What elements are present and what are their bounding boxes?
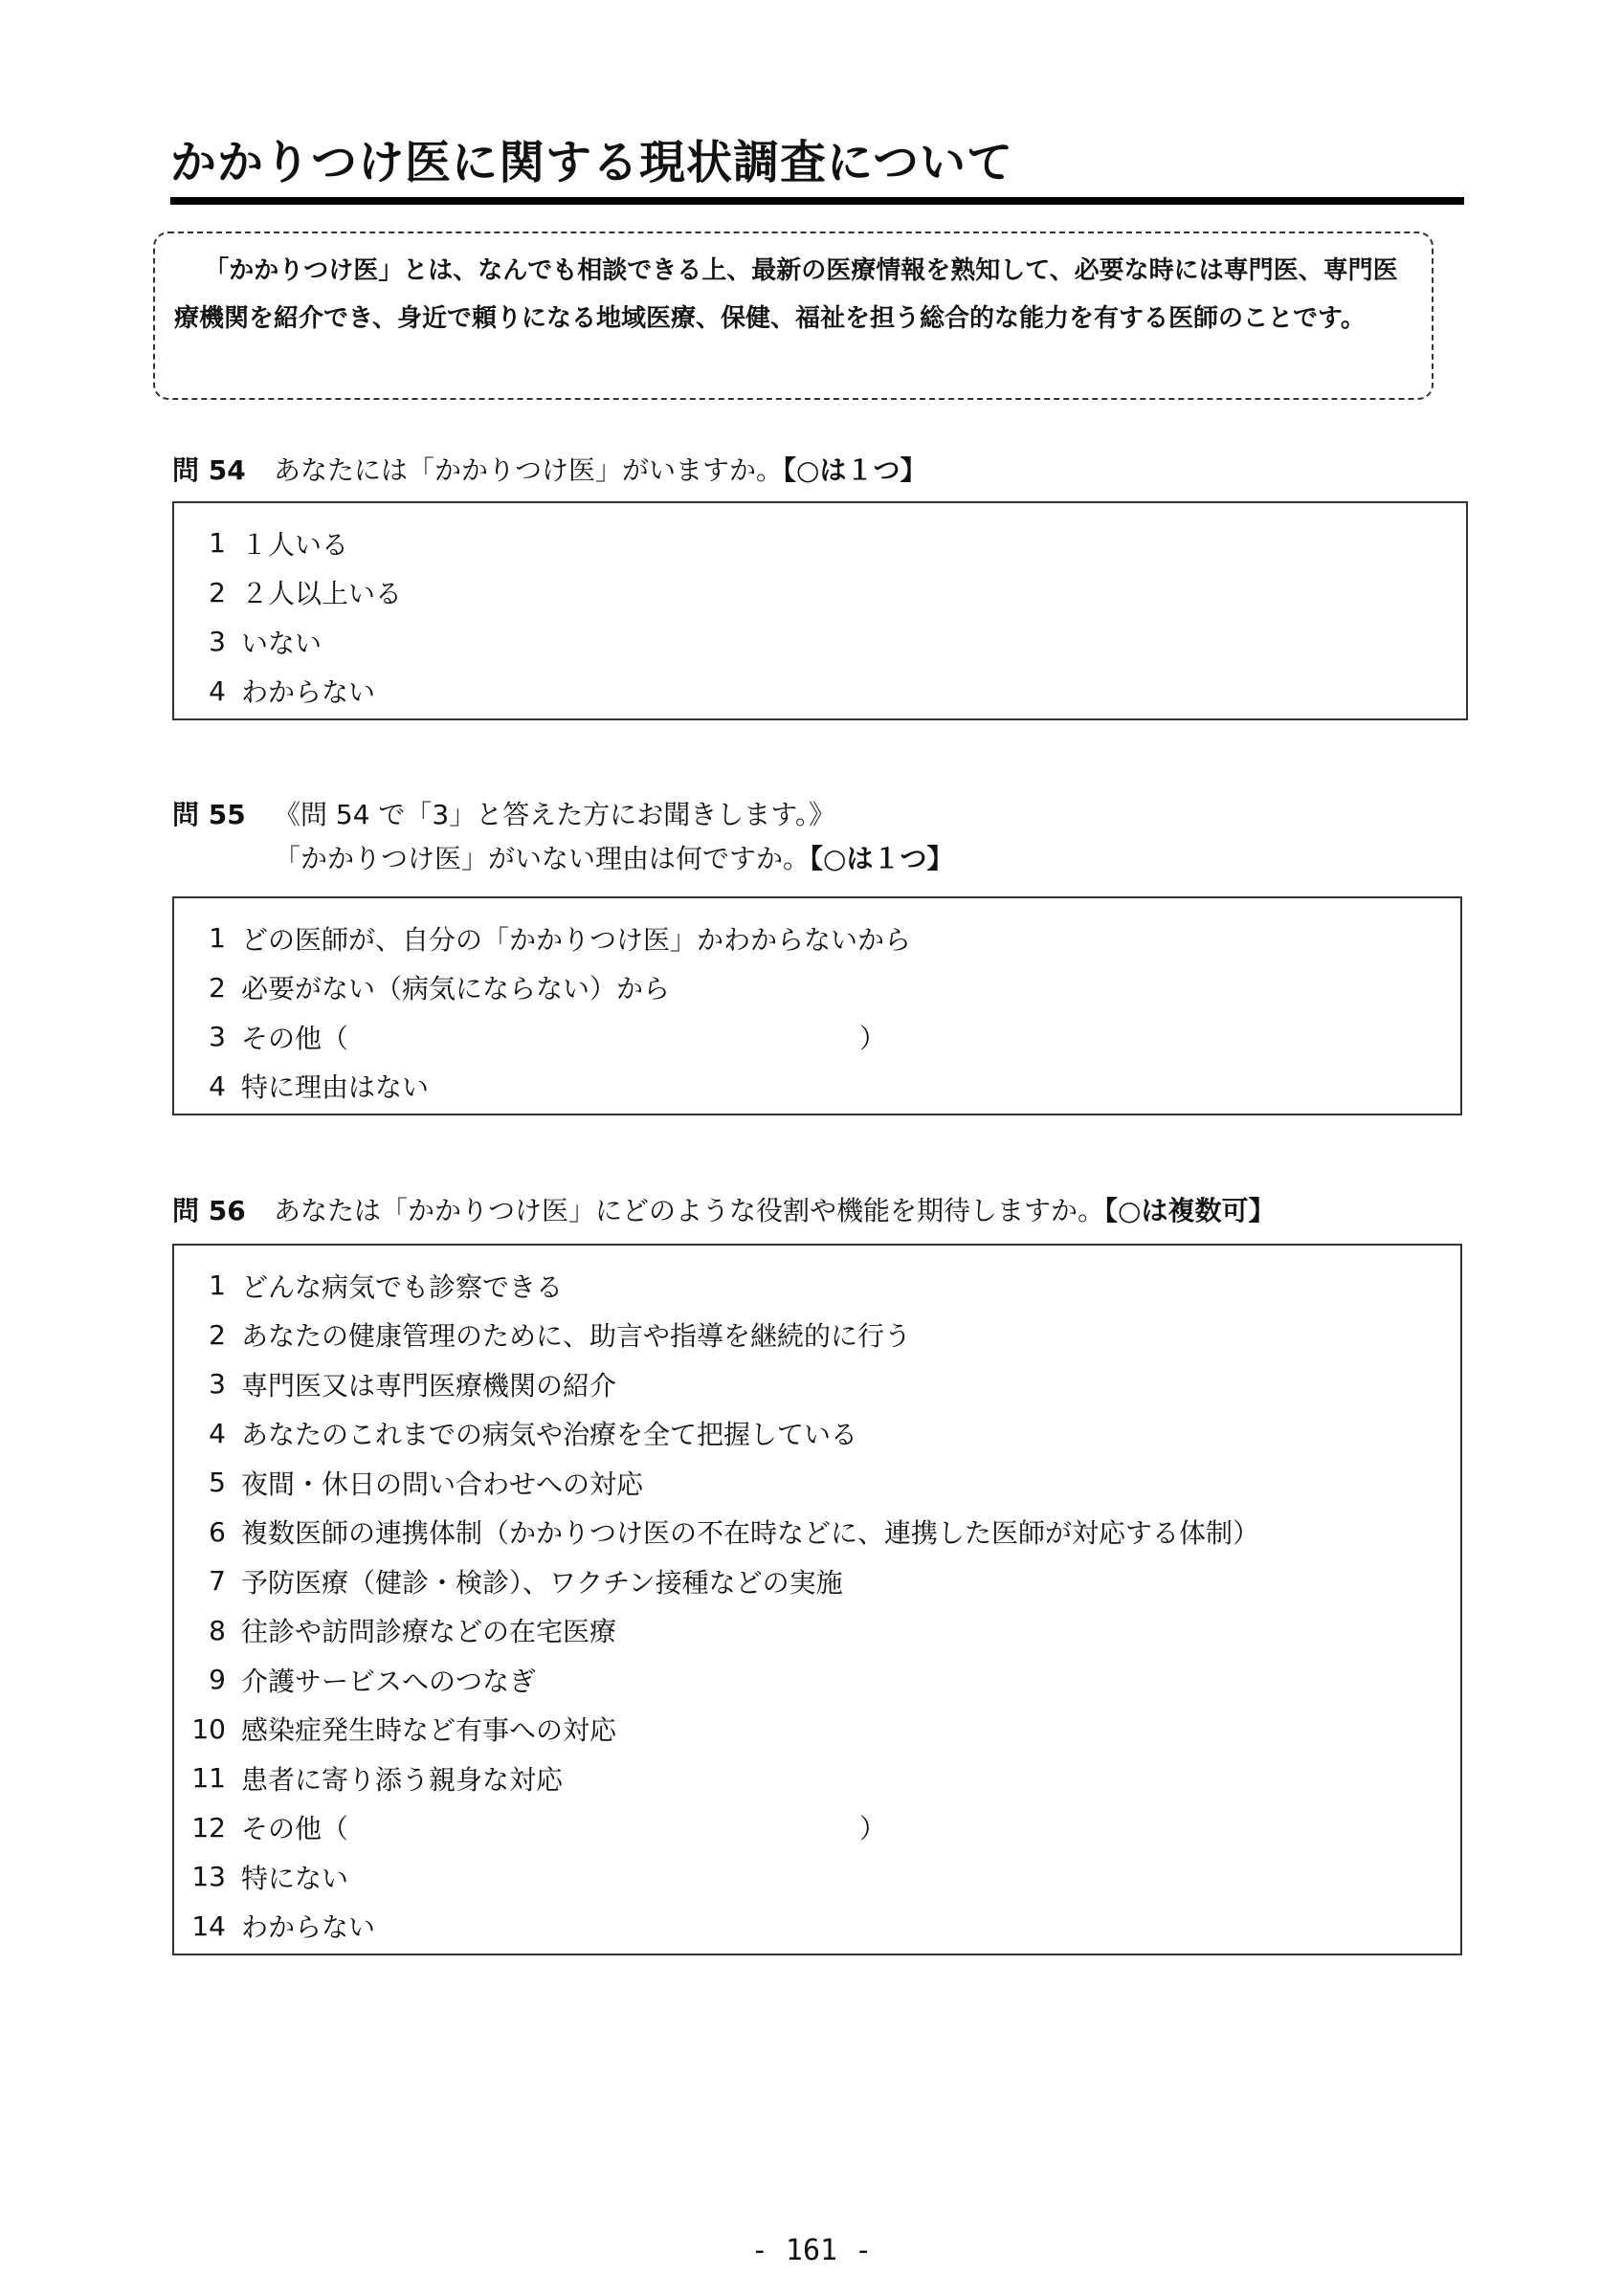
page-title: かかりつけ医に関する現状調査について bbox=[170, 136, 1014, 189]
option-number: 8 bbox=[209, 1614, 226, 1646]
option-number: 3 bbox=[209, 1368, 226, 1401]
option-item[interactable] bbox=[174, 1705, 1460, 1755]
option-label: 特に理由はない bbox=[241, 1071, 430, 1104]
option-number: 1 bbox=[209, 527, 226, 560]
option-number: 12 bbox=[191, 1811, 226, 1843]
option-item[interactable] bbox=[174, 1409, 1460, 1459]
question-number: 問 55 bbox=[172, 799, 246, 830]
option-label: 予防医療（健診・検診）、ワクチン接種などの実施 bbox=[241, 1566, 843, 1599]
option-number: 4 bbox=[209, 674, 226, 707]
question-number: 問 56 bbox=[172, 1195, 246, 1226]
option-item[interactable] bbox=[174, 1655, 1460, 1705]
option-label: わからない bbox=[241, 1911, 376, 1944]
option-item[interactable] bbox=[174, 519, 1466, 568]
option-number: 2 bbox=[209, 971, 226, 1004]
question-55 bbox=[172, 796, 953, 878]
option-number: 7 bbox=[209, 1565, 226, 1598]
option-item[interactable] bbox=[174, 1556, 1460, 1606]
option-item[interactable] bbox=[174, 1012, 1460, 1062]
option-label: 感染症発生時など有事への対応 bbox=[241, 1714, 617, 1747]
q56-options-box bbox=[172, 1244, 1462, 1955]
question-number: 問 54 bbox=[172, 454, 246, 486]
option-item[interactable] bbox=[174, 1359, 1460, 1409]
question-56 bbox=[172, 1192, 1275, 1230]
option-number: 2 bbox=[209, 1318, 226, 1351]
option-number: 10 bbox=[191, 1712, 226, 1745]
option-label: ２人以上いる bbox=[241, 578, 403, 610]
option-label: わからない bbox=[241, 676, 376, 709]
option-item[interactable] bbox=[174, 1062, 1460, 1112]
option-number: 3 bbox=[209, 626, 226, 658]
option-label: 複数医師の連携体制（かかりつけ医の不在時などに、連携した医師が対応する体制） bbox=[241, 1517, 1260, 1550]
option-label: 夜間・休日の問い合わせへの対応 bbox=[241, 1468, 644, 1500]
option-number: 4 bbox=[209, 1417, 226, 1449]
question-text: あなたは「かかりつけ医」にどのような役割や機能を期待しますか。 bbox=[274, 1195, 1105, 1226]
option-number: 13 bbox=[191, 1861, 226, 1893]
option-label: 特にない bbox=[241, 1862, 349, 1894]
option-label: 往診や訪問診療などの在宅医療 bbox=[241, 1616, 617, 1648]
option-label: あなたのこれまでの病気や治療を全て把握している bbox=[241, 1419, 858, 1451]
option-label: どんな病気でも診察できる bbox=[241, 1270, 564, 1303]
option-number: 2 bbox=[209, 576, 226, 608]
option-item[interactable] bbox=[174, 667, 1466, 717]
option-label: 介護サービスへのつなぎ bbox=[241, 1665, 537, 1697]
option-number: 1 bbox=[209, 1269, 226, 1302]
option-number: 6 bbox=[209, 1515, 226, 1548]
option-label: 専門医又は専門医療機関の紹介 bbox=[241, 1369, 617, 1402]
option-item[interactable] bbox=[174, 568, 1466, 618]
option-item[interactable] bbox=[174, 914, 1460, 963]
option-label: １人いる bbox=[241, 528, 349, 561]
option-item[interactable] bbox=[174, 1803, 1460, 1853]
answer-instruction: 【○は複数可】 bbox=[1104, 1195, 1276, 1226]
option-item[interactable] bbox=[174, 1606, 1460, 1656]
option-item[interactable] bbox=[174, 963, 1460, 1013]
page-number: - 161 - bbox=[750, 2234, 873, 2267]
option-item[interactable] bbox=[174, 617, 1466, 667]
option-number: 3 bbox=[209, 1021, 226, 1053]
option-item[interactable] bbox=[174, 1508, 1460, 1557]
option-item[interactable] bbox=[174, 1261, 1460, 1311]
q54-options-box bbox=[172, 501, 1468, 720]
option-number: 11 bbox=[191, 1762, 226, 1795]
definition-box bbox=[153, 232, 1434, 400]
q55-options-box bbox=[172, 896, 1462, 1115]
option-item[interactable] bbox=[174, 1458, 1460, 1508]
option-label: その他（ ） bbox=[241, 1022, 887, 1054]
option-number: 5 bbox=[209, 1467, 226, 1499]
answer-instruction: 【○は１つ】 bbox=[810, 843, 954, 874]
answer-instruction: 【○は１つ】 bbox=[783, 454, 927, 486]
option-item[interactable] bbox=[174, 1754, 1460, 1803]
question-text: あなたには「かかりつけ医」がいますか。 bbox=[274, 454, 784, 486]
question-text: 「かかりつけ医」がいない理由は何ですか。 bbox=[274, 843, 811, 874]
option-number: 14 bbox=[191, 1910, 226, 1942]
option-label: あなたの健康管理のために、助言や指導を継続的に行う bbox=[241, 1320, 912, 1353]
option-number: 4 bbox=[209, 1070, 226, 1102]
title-underline bbox=[170, 197, 1464, 205]
question-54 bbox=[172, 452, 926, 490]
option-label: 患者に寄り添う親身な対応 bbox=[241, 1763, 564, 1796]
option-number: 1 bbox=[209, 922, 226, 955]
option-label: 必要がない（病気にならない）から bbox=[241, 973, 671, 1005]
option-item[interactable] bbox=[174, 1311, 1460, 1360]
option-item[interactable] bbox=[174, 1902, 1460, 1952]
option-label: いない bbox=[241, 627, 322, 659]
option-label: どの医師が、自分の「かかりつけ医」かわからないから bbox=[241, 923, 912, 956]
option-label: その他（ ） bbox=[241, 1813, 887, 1845]
option-item[interactable] bbox=[174, 1852, 1460, 1902]
definition-text: 「かかりつけ医」とは、なんでも相談できる上、最新の医療情報を熟知して、必要な時には専門医、専門医療機関を紹介でき、身近で頼りになる地域医療、保健、福祉を担う総合的な能力を有する医師のことです。 bbox=[174, 256, 1398, 333]
question-condition: 《問 54 で「3」と答えた方にお聞きします。》 bbox=[274, 799, 836, 830]
option-number: 9 bbox=[209, 1664, 226, 1696]
